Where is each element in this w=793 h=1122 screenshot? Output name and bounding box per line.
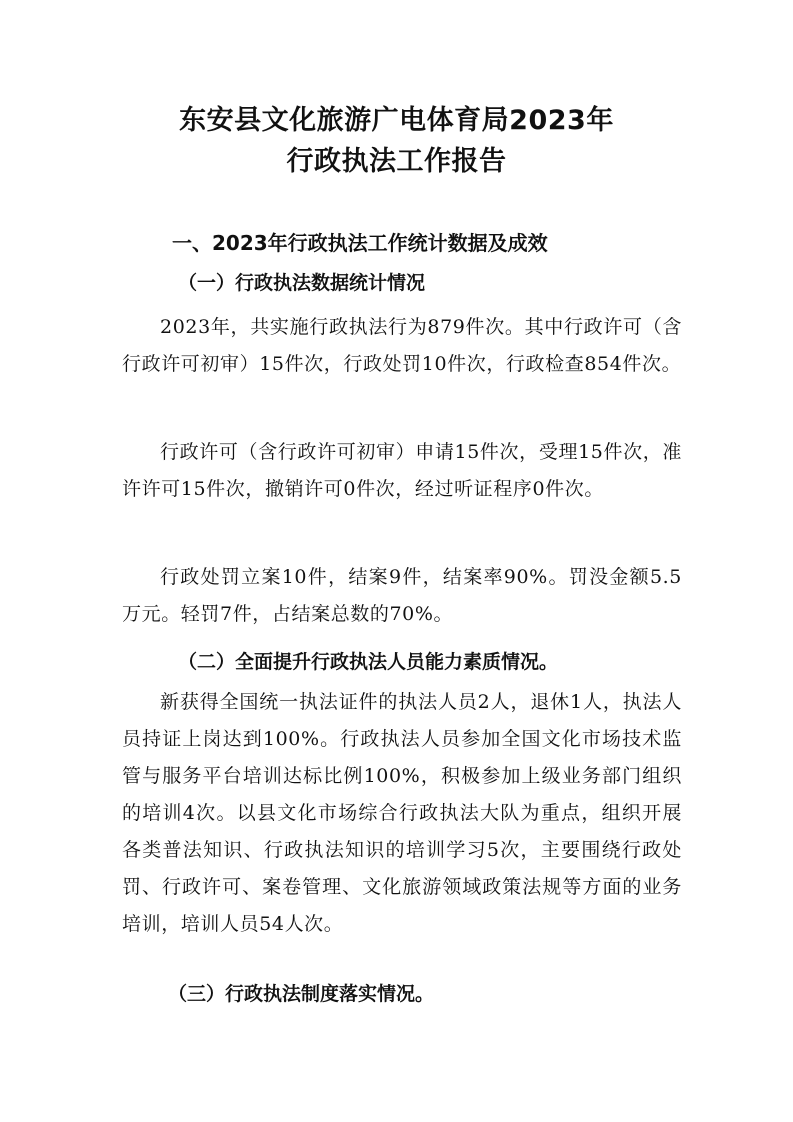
report-title-line2: 行政执法工作报告 xyxy=(286,146,507,177)
paragraph-enforcement-stats: 2023年，共实施行政执法行为879件次。其中行政许可（含行政许可初审）15件次，行政处罚10件次，行政检查854件次。 xyxy=(122,316,682,375)
subsection2-heading: （二）全面提升行政执法人员能力素质情况。 xyxy=(178,651,559,673)
section1-heading: 一、2023年行政执法工作统计数据及成效 xyxy=(172,231,548,255)
report-title-line1: 东安县文化旅游广电体育局2023年 xyxy=(179,105,614,136)
subsection3-heading: （三）行政执法制度落实情况。 xyxy=(168,983,435,1005)
paragraph-licensing-stats: 行政许可（含行政许可初审）申请15件次，受理15件次，准许许可15件次，撤销许可0件次，经过听证程序0件次。 xyxy=(122,441,682,500)
paragraph-personnel-training: 新获得全国统一执法证件的执法人员2人，退休1人，执法人员持证上岗达到100%。行政执法人员参加全国文化市场技术监管与服务平台培训达标比例100%，积极参加上级业务部门组织的培训4次。以县文化市场综合行政执法大队为重点，组织开展各类普法知识、行政执法知识的培训学习5次，主要围绕行政处罚、行政许可、案卷管理、文化旅游领域政策法规等方面的业务培训，培训人员54人次。 xyxy=(122,691,682,935)
subsection1-heading: （一）行政执法数据统计情况 xyxy=(178,272,426,294)
paragraph-penalty-stats: 行政处罚立案10件，结案9件，结案率90%。罚没金额5.5万元。轻罚7件，占结案总数的70%。 xyxy=(122,566,682,625)
